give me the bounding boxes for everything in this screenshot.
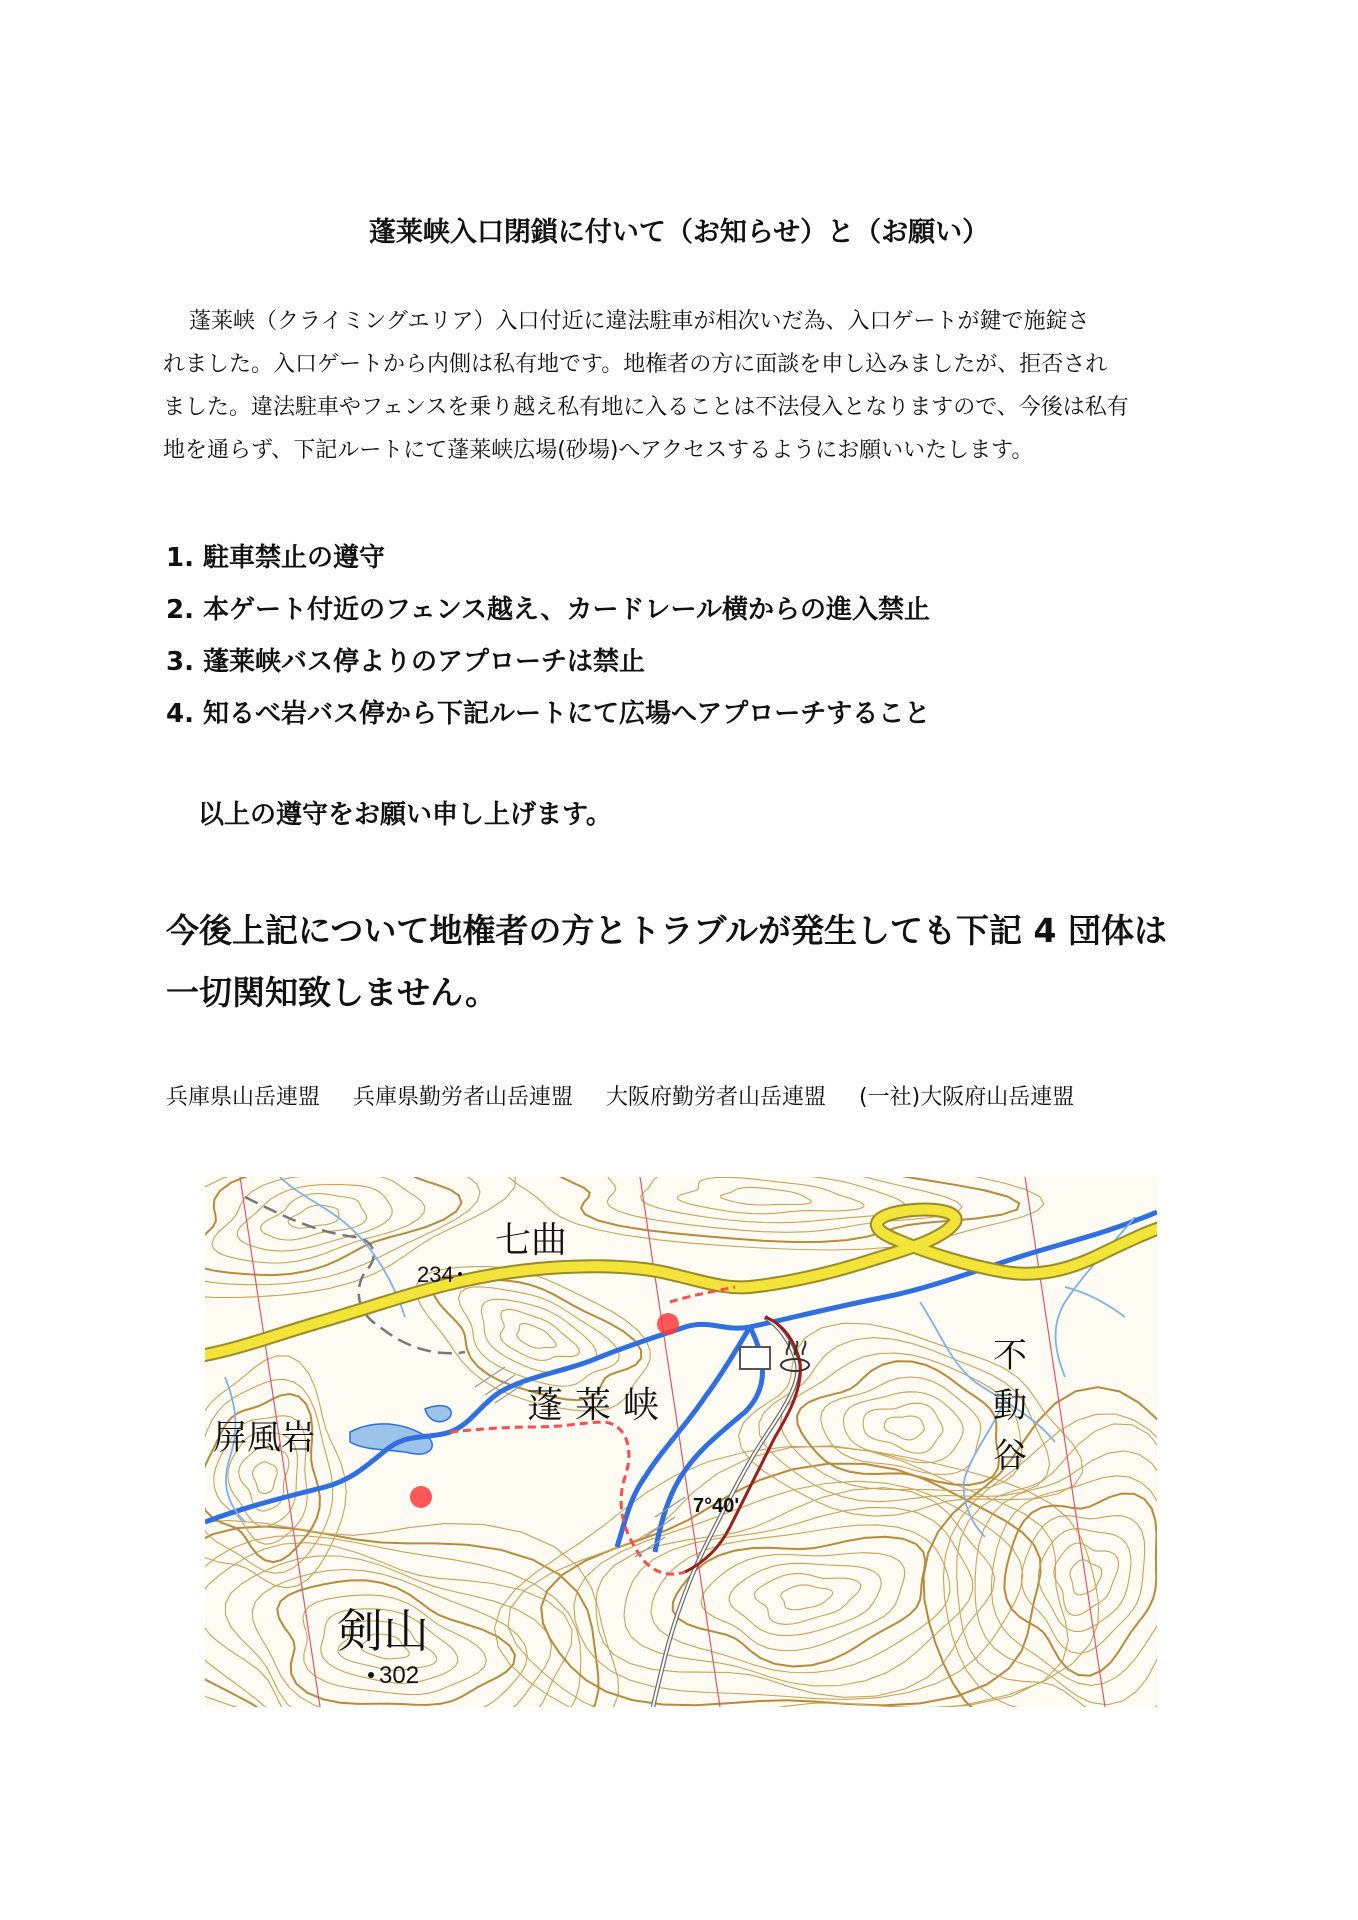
organizations: [166, 1080, 1206, 1116]
closing-request: 以上の遵守をお願い申し上げます。: [198, 800, 612, 830]
elevation-point: [368, 1672, 374, 1678]
organization-name: 大阪府勤労者山岳連盟: [606, 1085, 827, 1110]
map-label-fudodani: 不: [993, 1336, 1027, 1376]
rule-item: 4. 知るべ岩バス停から下記ルートにて広場へアプローチすること: [166, 699, 931, 729]
body-line: れました。入口ゲートから内側は私有地です。地権者の方に面談を申し込みましたが、拒否され: [163, 352, 1108, 377]
topographic-map: [205, 1177, 1157, 1707]
organization-name: (一社)大阪府山岳連盟: [859, 1085, 1075, 1110]
warning-line: 一切関知致しません。: [166, 973, 498, 1012]
map-label-slope: 7°40': [693, 1495, 740, 1517]
rule-item: 1. 駐車禁止の遵守: [166, 543, 386, 573]
map-label-fudodani: 谷: [993, 1436, 1027, 1476]
organization-name: 兵庫県勤労者山岳連盟: [353, 1085, 574, 1110]
location-marker: [657, 1313, 679, 1335]
map-label-horaikyo: 蓬莱峡: [527, 1385, 672, 1426]
body-line: ました。違法駐車やフェンスを乗り越え私有地に入ることは不法侵入となりますので、今後は私有: [163, 395, 1129, 420]
liability-warning: [166, 900, 1226, 1024]
map-label-byobuiwa: 屏風岩: [213, 1418, 315, 1458]
building-icon: [740, 1347, 770, 1369]
warning-line: 今後上記について地権者の方とトラブルが発生しても下記 4 団体は: [166, 911, 1167, 950]
notice-title: 蓬莱峡入口閉鎖に付いて（お知らせ）と（お願い）: [368, 217, 990, 248]
map-label-elev-302: 302: [379, 1662, 420, 1689]
location-marker: [410, 1486, 432, 1508]
map-label-shichimagari: 七曲: [495, 1220, 568, 1261]
body-line: 地を通らず、下記ルートにて蓬莱峡広場(砂場)へアクセスするようにお願いいたします。: [163, 438, 1034, 463]
body-line: 蓬莱峡（クライミングエリア）入口付近に違法駐車が相次いだ為、入口ゲートが鍵で施錠さ: [189, 309, 1090, 334]
notice-body: [163, 300, 1203, 472]
route-map: [205, 1177, 1157, 1707]
map-label-fudodani: 動: [993, 1386, 1027, 1426]
rules-list: [166, 532, 1206, 740]
rule-item: 2. 本ゲート付近のフェンス越え、カードレール横からの進入禁止: [166, 595, 930, 625]
organization-name: 兵庫県山岳連盟: [166, 1085, 321, 1110]
elevation-point: [458, 1272, 462, 1276]
map-label-elev-234: 234: [417, 1262, 454, 1287]
map-label-kenzan: 剣山: [337, 1604, 429, 1658]
rule-item: 3. 蓬莱峡バス停よりのアプローチは禁止: [166, 647, 646, 677]
